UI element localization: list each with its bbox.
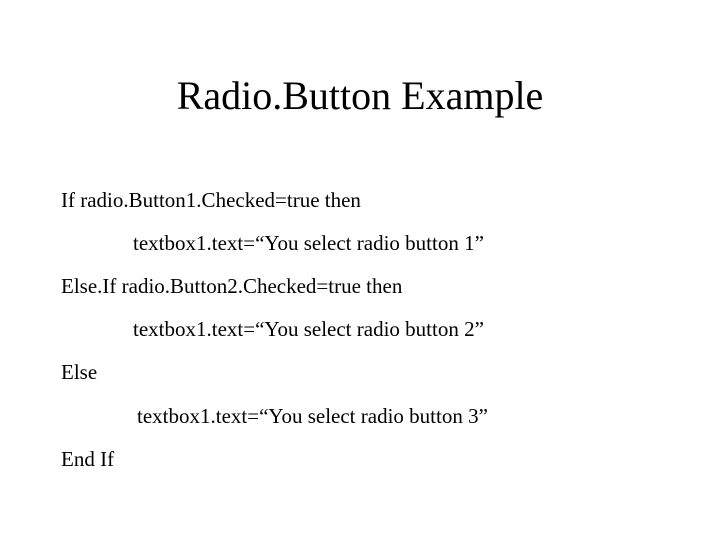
slide-title: Radio.Button Example — [176, 73, 544, 118]
code-line-assign-3: textbox1.text=“You select radio button 3” — [137, 404, 488, 428]
code-line-assign-2: textbox1.text=“You select radio button 2” — [133, 317, 484, 341]
code-line-elseif: Else.If radio.Button2.Checked=true then — [61, 274, 403, 298]
code-line-else: Else — [61, 360, 98, 384]
code-line-if: If radio.Button1.Checked=true then — [61, 188, 361, 212]
code-line-end-if: End If — [61, 447, 115, 471]
code-line-assign-1: textbox1.text=“You select radio button 1” — [133, 231, 484, 255]
